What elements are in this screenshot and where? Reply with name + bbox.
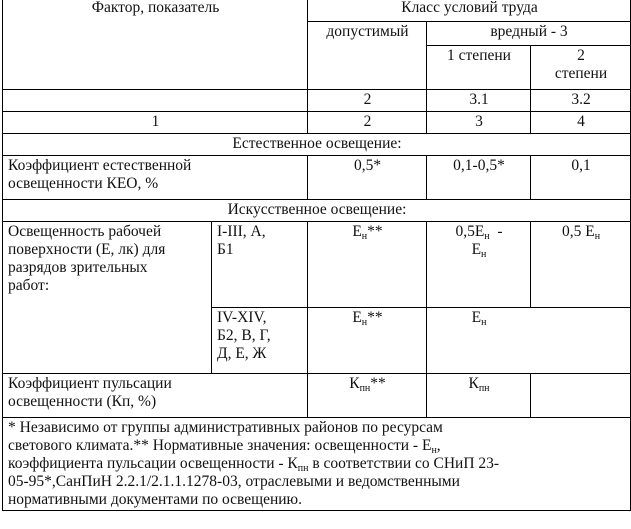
keo-harmful-2: 0,1 <box>531 156 631 200</box>
group-b-line3: Д, Е, Ж <box>217 345 267 362</box>
header-code-permissible: 2 <box>308 90 427 112</box>
pulsation-harmful-1: $К_{пн}$ <box>427 374 531 418</box>
header-row-1 <box>3 0 631 22</box>
header-permissible: допустимый <box>308 22 427 90</box>
group-b-line2: Б2, В, Г, <box>217 327 271 344</box>
column-numbers-row <box>3 112 631 134</box>
keo-label <box>3 156 308 200</box>
footnote-line2: светового климата.** Нормативные значения: освещенности - $Е_н$, <box>8 437 441 456</box>
group-a-harmful-1-line2: $Е_н$ <box>471 241 487 260</box>
keo-label-line1: Коэффициент естественной <box>8 157 192 174</box>
pulsation-label-line1: Коэффициент пульсации <box>8 375 172 392</box>
pulsation-label <box>3 374 308 418</box>
visual-category-group-a <box>212 222 308 308</box>
lighting-norms-table <box>2 0 631 511</box>
footnote-line1: * Независимо от группы административных районов по ресурсам <box>8 419 443 436</box>
footnote-line3: коэффициента пульсации освещенности - $К_{пн}$ в соответствии со СНиП 23- <box>8 455 500 474</box>
artificial-section-title: Искусственное освещение: <box>3 200 631 222</box>
header-class-title: Класс условий труда <box>308 0 631 22</box>
column-number-2: 2 <box>308 112 427 134</box>
header-factor: Фактор, показатель <box>3 0 308 90</box>
keo-harmful-1: 0,1-0,5* <box>427 156 531 200</box>
pulsation-row <box>3 374 631 418</box>
illumination-row-a <box>3 222 631 308</box>
natural-section-row <box>3 134 631 156</box>
illumination-label-line1: Освещенность рабочей <box>8 223 162 240</box>
header-degree-2 <box>531 46 631 90</box>
group-a-harmful-1 <box>427 222 531 308</box>
group-a-line2: Б1 <box>217 241 234 258</box>
header-degree-2-line1: 2 <box>577 47 585 64</box>
header-code-32: 3.2 <box>531 90 631 112</box>
illumination-label <box>3 222 212 374</box>
keo-row <box>3 156 631 200</box>
keo-permissible: 0,5* <box>308 156 427 200</box>
header-code-31: 3.1 <box>427 90 531 112</box>
group-a-permissible: $Е_н**$ <box>308 222 427 308</box>
header-harmful: вредный - 3 <box>427 22 631 46</box>
group-b-harmful: $Е_н$ <box>427 308 631 374</box>
illumination-label-line3: разрядов зрительных <box>8 259 148 276</box>
group-a-harmful-2: 0,5 $Е_н$ <box>531 222 631 308</box>
artificial-section-row <box>3 200 631 222</box>
pulsation-label-line2: освещенности (Кп, %) <box>8 393 157 410</box>
header-code-row <box>3 90 631 112</box>
footnote-line5: нормативными документами по освещению. <box>8 491 303 508</box>
group-b-line1: IV-XIV, <box>217 309 267 326</box>
column-number-3: 3 <box>427 112 531 134</box>
header-degree-1: 1 степени <box>427 46 531 90</box>
keo-label-line2: освещенности КЕО, % <box>8 175 159 192</box>
natural-section-title: Естественное освещение: <box>3 134 631 156</box>
illumination-label-line4: работ: <box>8 277 50 294</box>
column-number-4: 4 <box>531 112 631 134</box>
footnote-line4: 05-95*,СанПиН 2.2.1/2.1.1.1278-03, отраслевыми и ведомственными <box>8 473 460 490</box>
pulsation-harmful-2 <box>531 374 631 418</box>
group-a-line1: I-III, А, <box>217 223 266 240</box>
illumination-label-line2: поверхности (Е, лк) для <box>8 241 166 258</box>
header-degree-2-line2: степени <box>554 65 608 82</box>
footnote-row <box>3 418 631 511</box>
column-number-1: 1 <box>3 112 308 134</box>
header-code-empty <box>3 90 308 112</box>
group-a-harmful-1-line1: $0,5Е_н$ - <box>455 223 503 242</box>
footnote <box>3 418 631 511</box>
pulsation-permissible: $К_{пн}**$ <box>308 374 427 418</box>
group-b-permissible: $Е_н**$ <box>308 308 427 374</box>
visual-category-group-b <box>212 308 308 374</box>
